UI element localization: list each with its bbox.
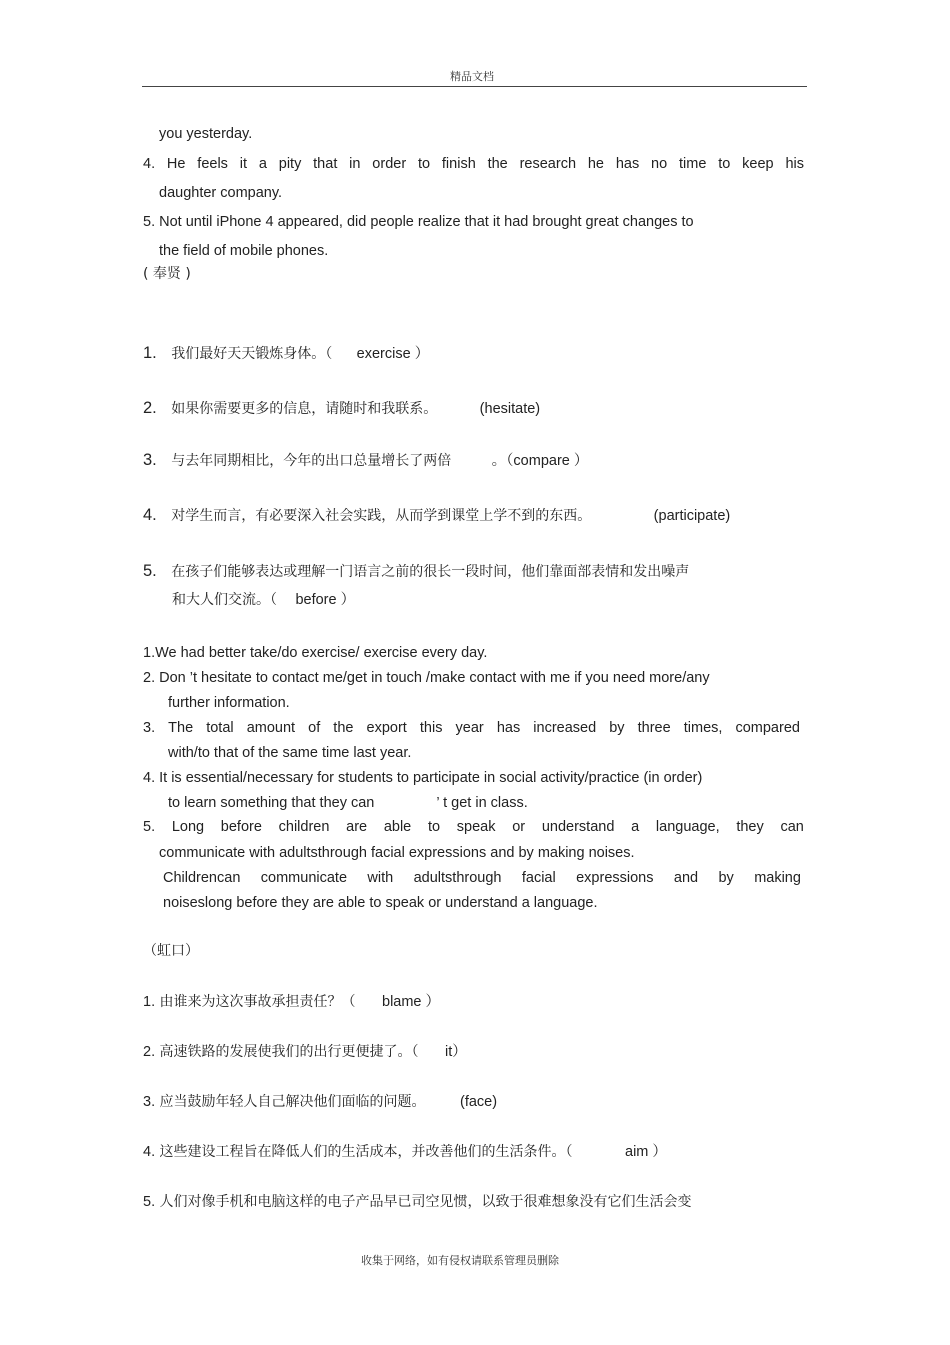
top-item-4-word: his: [785, 156, 804, 172]
fx-answer-5-word: 5.: [143, 819, 156, 835]
top-item-4-word: he: [587, 156, 604, 172]
fx-answer-5-word: able: [383, 819, 412, 835]
page-header: 精品文档: [450, 70, 494, 83]
fx-answer-5-word: they: [736, 819, 764, 835]
top-item-4-word: research: [519, 156, 577, 172]
fx-question-5: 5. 在孩子们能够表达或理解一门语言之前的很长一段时间，他们靠面部表情和发出噪声: [143, 562, 690, 580]
top-item-4-word: 4.: [143, 156, 156, 172]
fx-answer-5-word: a: [631, 819, 640, 835]
fx-question-2: 2. 如果你需要更多的信息，请随时和我联系。 (hesitate): [143, 399, 541, 417]
fx-answer-5-word: before: [220, 819, 262, 835]
hk-question-5: 5. 人们对像手机和电脑这样的电子产品早已司空见惯，以致于很难想象没有它们生活会变: [143, 1194, 692, 1210]
fx-answer-5-alt-word: communicate: [260, 870, 348, 886]
top-item-4-word: the: [487, 156, 508, 172]
hk-question-1: 1. 由谁来为这次事故承担责任？（ blame ）: [143, 994, 441, 1010]
hk-question-2: 2. 高速铁路的发展使我们的出行更便捷了。（ it）: [143, 1044, 467, 1060]
header-rule: [142, 86, 807, 87]
top-item-4-word: to: [718, 156, 731, 172]
top-item-4: [143, 155, 804, 173]
fx-answer-5-word: or: [512, 819, 526, 835]
fx-answer-2: 2. Don ’t hesitate to contact me/get in touch /make contact with me if you need more/any: [143, 670, 710, 686]
fx-answer-5-word: children: [278, 819, 330, 835]
fx-question-3: 3. 与去年同期相比，今年的出口总量增长了两倍 。（compare ）: [143, 451, 589, 469]
top-item-4-word: keep: [742, 156, 774, 172]
fx-answer-5-alt-word: with: [367, 870, 394, 886]
fx-answer-5-alt-word: making: [754, 870, 801, 886]
fx-answer-3-word: by: [609, 720, 625, 736]
fx-answer-5-word: are: [346, 819, 368, 835]
fx-answer-3-word: of: [308, 720, 321, 736]
top-item-5: 5. Not until iPhone 4 appeared, did people realize that it had brought great changes to: [143, 214, 694, 230]
fx-question-1: 1. 我们最好天天锻炼身体。（ exercise ）: [143, 344, 430, 362]
fx-answer-5-word: language,: [655, 819, 720, 835]
fx-answer-5-word: Long: [171, 819, 205, 835]
fx-answer-5-alt-word: and: [673, 870, 699, 886]
top-item-4-word: finish: [441, 156, 476, 172]
fx-answer-3-word: amount: [246, 720, 296, 736]
fx-answer-1: 1.We had better take/do exercise/ exercise every day.: [143, 645, 488, 661]
fx-answer-3-word: increased: [533, 720, 597, 736]
fx-answer-5-alt-word: Childrencan: [163, 870, 241, 886]
fx-answer-3-cont: with/to that of the same time last year.: [168, 745, 412, 761]
top-item-4-word: to: [417, 156, 431, 172]
top-item-4-word: it: [239, 156, 248, 172]
fx-answer-3: [143, 719, 800, 737]
fx-answer-5-alt-word: expressions: [576, 870, 654, 886]
fx-answer-3-word: export: [366, 720, 407, 736]
top-item-4-word: that: [313, 156, 338, 172]
fx-answer-5-word: understand: [541, 819, 615, 835]
page-footer: 收集于网络，如有侵权请联系管理员删除: [361, 1254, 559, 1267]
top-item-4-word: pity: [278, 156, 302, 172]
fx-answer-3-word: compared: [735, 720, 800, 736]
fx-question-5-cont: 和大人们交流。（ before ）: [172, 592, 356, 608]
top-item-5-cont: the field of mobile phones.: [159, 243, 329, 259]
fx-answer-3-word: the: [333, 720, 354, 736]
fx-answer-4-cont: to learn something that they can ’ t get in class.: [168, 795, 528, 811]
fx-answer-5-alt-word: facial: [521, 870, 556, 886]
fx-answer-3-word: The: [168, 720, 194, 736]
fx-answer-3-word: three: [637, 720, 671, 736]
fx-answer-3-word: this: [419, 720, 443, 736]
fx-answer-5-alt: [163, 869, 801, 887]
fx-answer-5-word: speak: [456, 819, 496, 835]
top-item-4-word: no: [651, 156, 668, 172]
fx-answer-5-word: to: [427, 819, 441, 835]
district-fengxian: ( 奉贤 ): [143, 266, 191, 282]
top-item-4-word: in: [349, 156, 361, 172]
fx-answer-5-alt-cont: noiseslong before they are able to speak or understand a language.: [163, 895, 598, 911]
fx-answer-2-cont: further information.: [168, 695, 290, 711]
fx-answer-5-alt-word: adultsthrough: [413, 870, 502, 886]
top-item-4-word: He: [166, 156, 186, 172]
fx-answer-3-word: has: [496, 720, 521, 736]
prev-line: you yesterday.: [159, 126, 253, 142]
top-item-4-cont: daughter company.: [159, 185, 283, 201]
fx-answer-3-word: 3.: [143, 720, 156, 736]
top-item-4-word: feels: [197, 156, 228, 172]
fx-answer-5-alt-word: by: [718, 870, 734, 886]
fx-answer-5-word: can: [780, 819, 804, 835]
fx-question-4: 4. 对学生而言，有必要深入社会实践，从而学到课堂上学不到的东西。 (participate): [143, 506, 731, 524]
fx-answer-3-word: year: [455, 720, 484, 736]
district-hongkou: （虹口）: [143, 943, 199, 959]
fx-answer-3-word: total: [206, 720, 234, 736]
fx-answer-5-cont: communicate with adultsthrough facial expressions and by making noises.: [159, 845, 635, 861]
top-item-4-word: order: [372, 156, 407, 172]
top-item-4-word: time: [679, 156, 707, 172]
fx-answer-5: [143, 818, 804, 836]
fx-answer-4: 4. It is essential/necessary for students to participate in social activity/practice (in order): [143, 770, 703, 786]
top-item-4-word: a: [258, 156, 267, 172]
hk-question-3: 3. 应当鼓励年轻人自己解决他们面临的问题。 (face): [143, 1094, 498, 1110]
fx-answer-3-word: times,: [683, 720, 723, 736]
top-item-4-word: has: [615, 156, 640, 172]
hk-question-4: 4. 这些建设工程旨在降低人们的生活成本，并改善他们的生活条件。（ aim ）: [143, 1144, 667, 1160]
